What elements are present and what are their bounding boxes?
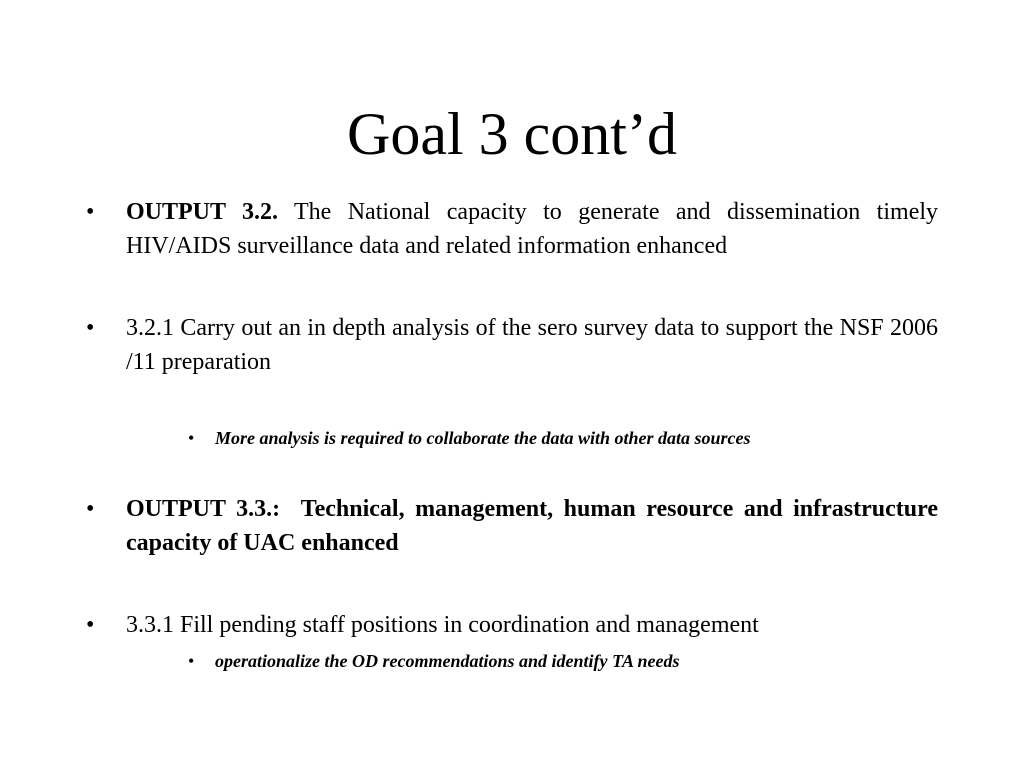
bullet-icon: • <box>86 315 95 341</box>
sub-bullet-more-analysis <box>188 426 948 450</box>
bullet-bold-prefix: OUTPUT 3.2. <box>126 199 278 225</box>
bullet-icon: • <box>86 612 95 638</box>
bullet-3-3-1 <box>86 608 938 642</box>
sub-bullet-text: More analysis is required to collaborate the data with other data sources <box>215 428 751 448</box>
bullet-body: The National capacity to generate and dissemination timely HIV/AIDS surveillance data and related information enhanced <box>126 199 939 259</box>
bullet-output-3-3 <box>86 492 944 560</box>
bullet-text <box>126 195 938 263</box>
sub-bullet-icon: • <box>188 428 195 448</box>
bullet-3-2-1 <box>86 311 938 379</box>
bullet-bold-prefix: OUTPUT 3.3.: <box>126 496 281 522</box>
bullet-icon: • <box>86 496 95 522</box>
bullet-body: 3.3.1 Fill pending staff positions in coordination and management <box>126 612 759 638</box>
bullet-text <box>126 492 944 560</box>
sub-bullet-icon: • <box>188 651 195 671</box>
bullet-icon: • <box>86 199 95 225</box>
bullet-body: Technical, management, human resource and infrastructure capacity of UAC enhanced <box>126 496 944 556</box>
sub-bullet-od-recommendations <box>188 649 948 673</box>
bullet-body: 3.2.1 Carry out an in depth analysis of the sero survey data to support the NSF 2006 /11 preparation <box>126 315 938 375</box>
bullet-output-3-2 <box>86 195 938 263</box>
slide-title: Goal 3 cont’d <box>347 101 677 167</box>
sub-bullet-text: operationalize the OD recommendations and identify TA needs <box>215 651 680 671</box>
